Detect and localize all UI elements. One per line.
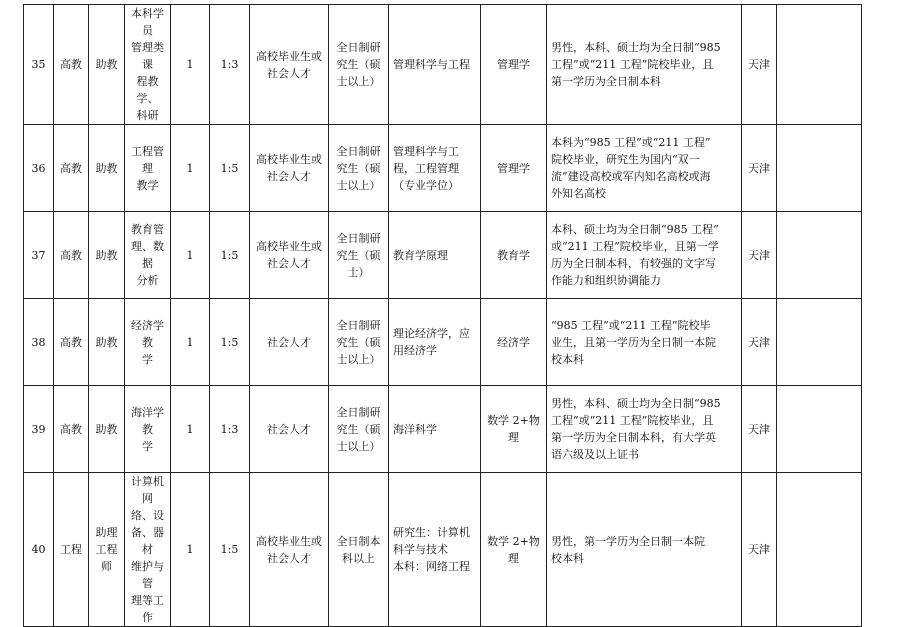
cell-source (250, 125, 329, 212)
cell-location (742, 386, 777, 473)
cell-requirements-text: 男性，本科、硕士均为全日制“985 工程”或“211 工程”院校毕业，且 第一学历为全日制本科 (551, 41, 721, 88)
cell-education (329, 212, 389, 299)
cell-title (89, 125, 125, 212)
cell-title (89, 5, 125, 125)
cell-requirements-text: 男性，本科、硕士均为全日制“985 工程”或“211 工程”院校毕业，且 第一学历为全日制本科，有大学英 语六级及以上证书 (551, 397, 721, 461)
cell-location-text: 天津 (748, 335, 770, 349)
cell-count (171, 125, 210, 212)
cell-ratio-text: 1:3 (220, 58, 239, 71)
cell-title-text: 助理 工程 师 (95, 526, 118, 573)
table-row (24, 473, 862, 627)
cell-major-text: 理论经济学，应 用经济学 (393, 327, 470, 357)
cell-ratio (210, 125, 250, 212)
cell-subject (125, 473, 171, 627)
cell-count (171, 473, 210, 627)
cell-requirements-text: 本科、硕士均为全日制“985 工程” 或“211 工程”院校毕业，且第一学 历为全日制本科，有较强的文字写 作能力和组织协调能力 (551, 223, 719, 287)
cell-exam (481, 386, 547, 473)
cell-subject-text: 工程管理 教学 (131, 144, 164, 192)
cell-note (777, 299, 862, 386)
cell-count (171, 212, 210, 299)
cell-ratio-text: 1:5 (220, 248, 239, 262)
cell-note (777, 125, 862, 212)
cell-exam-text: 经济学 (497, 335, 530, 349)
cell-count-text: 1 (186, 248, 194, 262)
cell-title-text: 助教 (95, 161, 118, 175)
cell-requirements (547, 299, 742, 386)
cell-location (742, 299, 777, 386)
cell-exam-text: 数学 2+物 理 (487, 414, 540, 444)
cell-note (777, 473, 862, 627)
cell-major (389, 473, 481, 627)
cell-education-text: 全日制本 科以上 (336, 534, 381, 565)
cell-location-text: 天津 (748, 422, 770, 436)
cell-ratio (210, 5, 250, 125)
cell-ratio (210, 299, 250, 386)
cell-count-text: 1 (186, 335, 194, 349)
cell-no-text: 38 (31, 335, 46, 349)
cell-title-text: 助教 (95, 248, 118, 262)
cell-major-text: 管理科学与工 程，工程管理 （专业学位） (393, 144, 459, 192)
cell-exam (481, 299, 547, 386)
cell-requirements (547, 212, 742, 299)
cell-category (54, 125, 89, 212)
cell-ratio-text: 1:5 (220, 161, 239, 175)
cell-exam-text: 数学 2+物 理 (487, 534, 540, 565)
cell-major-text: 海洋科学 (393, 422, 437, 436)
cell-ratio (210, 212, 250, 299)
cell-source-text: 社会人才 (267, 422, 311, 436)
cell-requirements-text: “985 工程”或“211 工程”院校毕 业生，且第一学历为全日制一本院 校本科 (551, 318, 716, 366)
cell-note (777, 212, 862, 299)
cell-category (54, 212, 89, 299)
cell-major (389, 299, 481, 386)
cell-ratio (210, 473, 250, 627)
cell-exam (481, 125, 547, 212)
cell-subject-text: 海洋学教 学 (131, 405, 164, 453)
cell-location (742, 473, 777, 627)
cell-category-text: 高教 (60, 248, 82, 262)
cell-requirements-text: 本科为“985 工程”或“211 工程” 院校毕业，研究生为国内“双一 流”建设高校或军内知名高校或海 外知名高校 (551, 136, 711, 200)
cell-subject (125, 125, 171, 212)
cell-title (89, 212, 125, 299)
cell-count (171, 386, 210, 473)
cell-count-text: 1 (186, 543, 194, 556)
cell-subject-text: 计算机网 络、设 备、器材 维护与管 理等工作 (131, 475, 164, 624)
cell-category-text: 高教 (60, 335, 82, 349)
cell-note (777, 386, 862, 473)
table-row (24, 212, 862, 299)
cell-no (24, 299, 54, 386)
cell-no (24, 125, 54, 212)
cell-no (24, 5, 54, 125)
cell-requirements (547, 5, 742, 125)
cell-no-text: 35 (31, 58, 46, 71)
cell-note (777, 5, 862, 125)
cell-major (389, 212, 481, 299)
cell-no-text: 39 (31, 422, 46, 436)
table-row (24, 299, 862, 386)
cell-category-text: 工程 (60, 543, 82, 556)
cell-source (250, 212, 329, 299)
cell-education (329, 5, 389, 125)
cell-source (250, 5, 329, 125)
cell-title (89, 473, 125, 627)
cell-education-text: 全日制研 究生（硕 士以上） (336, 41, 381, 88)
cell-title (89, 386, 125, 473)
table-row (24, 386, 862, 473)
cell-education-text: 全日制研 究生（硕 士以上） (336, 405, 381, 453)
cell-subject (125, 299, 171, 386)
cell-no (24, 473, 54, 627)
cell-education-text: 全日制研 究生（硕 士以上） (336, 318, 381, 366)
cell-source-text: 社会人才 (267, 335, 311, 349)
cell-ratio-text: 1:5 (220, 543, 239, 556)
cell-exam (481, 473, 547, 627)
cell-ratio-text: 1:5 (220, 335, 239, 349)
cell-location-text: 天津 (748, 161, 770, 175)
cell-requirements (547, 473, 742, 627)
cell-category-text: 高教 (60, 58, 82, 71)
cell-location (742, 5, 777, 125)
cell-exam-text: 管理学 (497, 161, 530, 175)
cell-category (54, 473, 89, 627)
cell-subject-text: 本科学员 管理类课 程教学、 科研 (131, 7, 164, 122)
cell-major (389, 5, 481, 125)
cell-subject-text: 经济学教 学 (131, 318, 164, 366)
cell-count-text: 1 (186, 422, 194, 436)
cell-requirements (547, 386, 742, 473)
table-row (24, 5, 862, 125)
cell-subject (125, 386, 171, 473)
cell-exam (481, 5, 547, 125)
table-row (24, 125, 862, 212)
cell-major-text: 教育学原理 (393, 248, 448, 262)
cell-major (389, 386, 481, 473)
cell-no-text: 40 (31, 543, 46, 556)
cell-requirements (547, 125, 742, 212)
cell-education-text: 全日制研 究生（硕 士） (336, 231, 381, 279)
cell-location (742, 125, 777, 212)
cell-ratio-text: 1:3 (220, 422, 239, 436)
cell-exam (481, 212, 547, 299)
recruitment-table (23, 4, 862, 627)
cell-title-text: 助教 (95, 422, 118, 436)
cell-no (24, 386, 54, 473)
cell-major-text: 管理科学与工程 (393, 58, 470, 71)
cell-source-text: 高校毕业生或 社会人才 (256, 240, 322, 270)
cell-subject-text: 教育管 理、数据 分析 (131, 223, 164, 287)
cell-education (329, 473, 389, 627)
cell-category (54, 299, 89, 386)
cell-exam-text: 管理学 (497, 58, 530, 71)
cell-source (250, 299, 329, 386)
cell-no-text: 37 (31, 248, 46, 262)
cell-count-text: 1 (186, 161, 194, 175)
cell-location-text: 天津 (748, 543, 770, 556)
cell-location-text: 天津 (748, 58, 770, 71)
cell-source (250, 386, 329, 473)
cell-count (171, 299, 210, 386)
cell-subject (125, 5, 171, 125)
cell-category-text: 高教 (60, 422, 82, 436)
cell-count-text: 1 (186, 58, 194, 71)
cell-no (24, 212, 54, 299)
cell-title-text: 助教 (95, 58, 118, 71)
cell-category (54, 5, 89, 125)
cell-requirements-text: 男性，第一学历为全日制一本院 校本科 (551, 534, 705, 565)
cell-location-text: 天津 (748, 248, 770, 262)
cell-education-text: 全日制研 究生（硕 士以上） (336, 144, 381, 192)
cell-no-text: 36 (31, 161, 46, 175)
cell-count (171, 5, 210, 125)
cell-ratio (210, 386, 250, 473)
cell-title-text: 助教 (95, 335, 118, 349)
cell-education (329, 125, 389, 212)
cell-source-text: 高校毕业生或 社会人才 (256, 534, 322, 565)
cell-education (329, 299, 389, 386)
cell-category-text: 高教 (60, 161, 82, 175)
cell-source-text: 高校毕业生或 社会人才 (256, 153, 322, 183)
cell-major (389, 125, 481, 212)
cell-category (54, 386, 89, 473)
cell-education (329, 386, 389, 473)
cell-source-text: 高校毕业生或 社会人才 (256, 49, 322, 80)
cell-title (89, 299, 125, 386)
cell-exam-text: 教育学 (497, 248, 530, 262)
cell-location (742, 212, 777, 299)
cell-subject (125, 212, 171, 299)
cell-source (250, 473, 329, 627)
cell-major-text: 研究生：计算机 科学与技术 本科：网络工程 (393, 526, 470, 573)
